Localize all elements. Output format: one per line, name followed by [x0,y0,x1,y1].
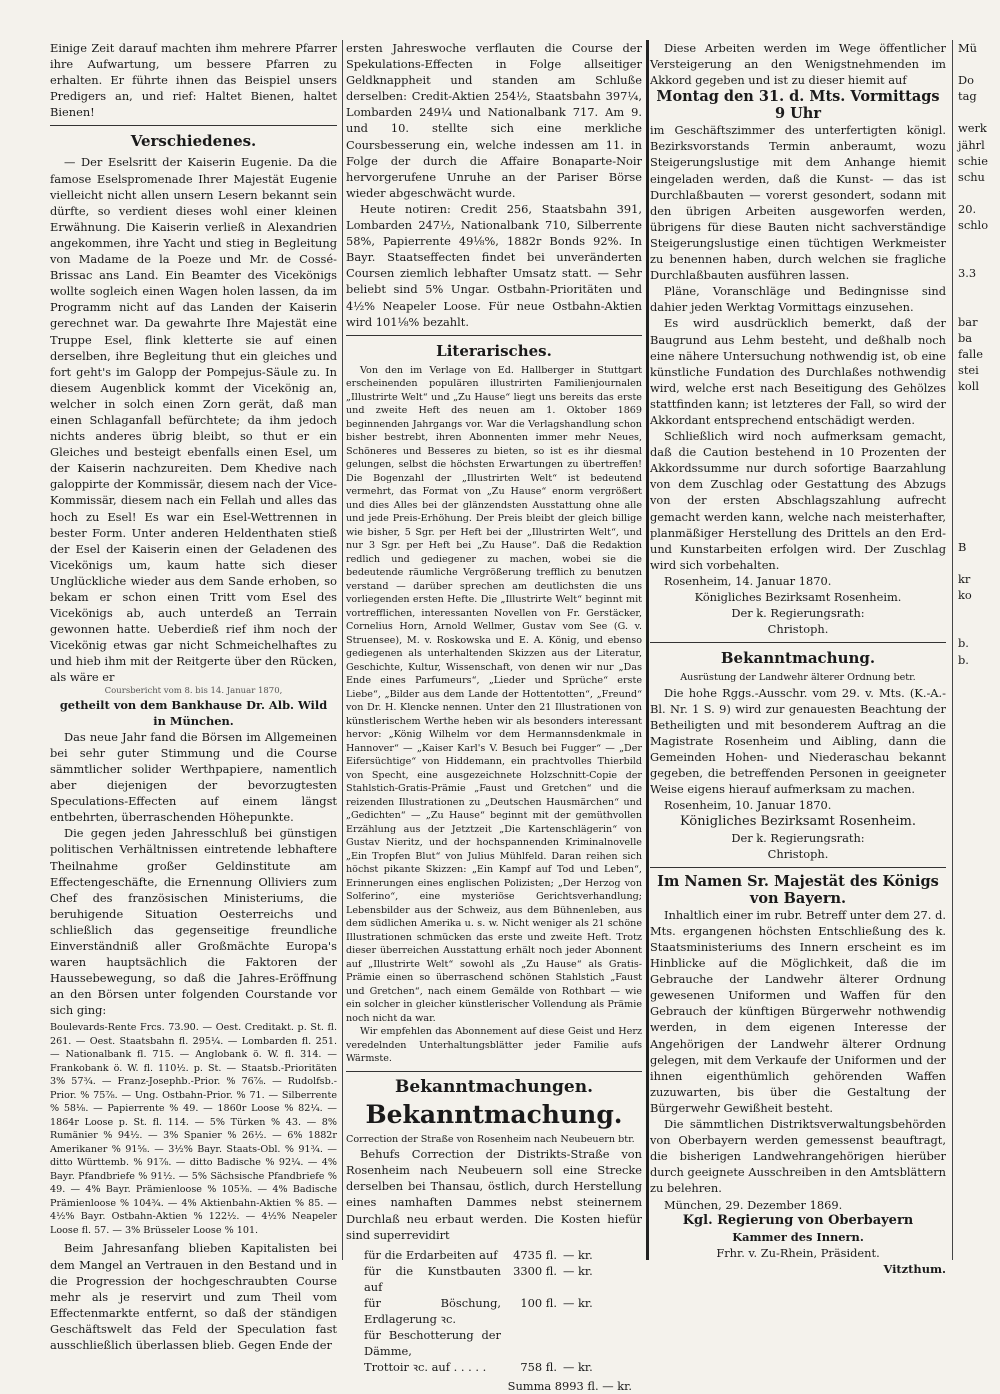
cropped-line [958,185,1000,201]
cropped-line [958,973,1000,989]
cropped-line: ko [958,588,972,603]
cropped-line [958,925,1000,941]
cropped-line [958,957,1000,973]
literary-paragraph: Wir empfehlen das Abonnement auf diese Geist und Herz veredelnden Unterhaltungsblätter jeder Familie aufs Wärmste. [346,1026,642,1065]
divider [50,125,337,126]
notice-paragraph: Behufs Correction der Distrikts-Straße von Rosenheim nach Neubeuern soll eine Strecke derselben bei Thansau, östlich, durch Herstellung eines namhaften Dammes nebst steinernem Durchlaß neu erbaut werden. Die Kosten hiefür sind superrevidirt [346,1147,642,1242]
official-title: Der k. Regierungsrath: [731,830,865,845]
notice-paragraph: Schließlich wird noch aufmerksam gemacht, daß die Caution bestehend in 10 Prozenten der Akkordssumme nur durch sofortige Baarzahlung von dem Zuschlag oder Gestattung des Abzugs von der ersten Abschlagszahlung aufrecht gemacht werden kann, welche nach meisterhafter, planmäßiger Herstellung des Drittels an den Erd- und Kunstarbeiten erfolgen wird. Der Zuschlag wird sich vorbehalten. [650,429,946,572]
bank-line: getheilt von dem Bankhause Dr. Alb. Wild [59,697,328,712]
cropped-line [958,1070,1000,1086]
quote-list: Boulevards-Rente Frcs. 73.90. — Oest. Creditakt. p. St. fl. 261. — Oest. Staatsbahn fl. 295¼. — Lombarden fl. 251. — Nationalbank fl. 715. — Anglobank ö. W. fl. 314. — Frankobank ö. W. fl. 110½. p. St. — Staatsb.-Prioritäten 3% 57¾. — Franz-Josephb.-Prior. % 76⅞. — Rudolfsb.-Prior. % 75⅞. — Ung. Ostbahn-Prior. % 71. — Silberrente % 58⅛. — Papierrente % 49. — 1860r Loose % 82¼. — 1864r Loose p. St. fl. 114. — 5% Türken % 43. — 8% Rumänier % 94½. — 3% Spanier % 26½. — 6% 1882r Amerikaner % 91⅝. — 3½% Bayr. Staats-Obl. % 91¾. — ditto Württemb. % 91⅞. — ditto Badische % 92¼. — 4% Bayr. Pfandbriefe % 91½. — 5% Sächsische Pfandbriefe % 49. — 4% Bayr. Prämienloose % 105⅜. — 4% Badische Prämienloose % 104¾. — 4% Aktienbahn-Aktien % 85. — 4½% Bayr. Ostbahn-Aktien % 122½. — 4½% Neapeler Loose fl. 57. — 3% Brüsseler Loose % 101. [50,1022,337,1236]
cropped-line: werk [958,121,987,136]
article-paragraph: Das neue Jahr fand die Börsen im Allgemeinen bei sehr guter Stimmung und die Course sämmtlicher solider Werthpapiere, namentlich aber diejenigen der bevorzugtesten Speculations-Effecten auf einem längst entbehrten, überraschenden Höhepunkte. [50,729,337,825]
cropped-line [958,475,1000,491]
cropped-line: schu [958,169,985,184]
article-paragraph: Beim Jahresanfang blieben Kapitalisten bei dem Mangel an Vertrauen in den Bestand und in die Progression der hochgeschraubten Course mehr als je reservirt und zum Theil vom Effectenmarkte entfernt, so daß der ständigen Geschäftswelt das Feld der Speculation fast ausschließlich überlassen blieb. Gegen Ende der [50,1241,337,1352]
cropped-line: Mü [958,41,977,55]
cropped-line: tag [958,89,977,104]
cropped-line [958,700,1000,716]
cropped-line [958,813,1000,829]
official-name: Christoph. [767,622,829,637]
auction-date: Montag den 31. d. Mts. Vormittags 9 Uhr [656,88,940,123]
president-signature: Frhr. v. Zu-Rhein, Präsident. [716,1245,880,1260]
cropped-line [958,764,1000,780]
cropped-line [958,104,1000,120]
royal-heading: Im Namen Sr. Majestät des Königs von Bayern. [657,872,939,907]
cropped-line [958,394,1000,410]
notice-paragraph: Inhaltlich einer im rubr. Betreff unter dem 27. d. Mts. ergangenen höchsten Entschließung des k. Staatsministeriums des Innern erscheint es im Hinblicke auf die Möglichkeit, daß die im Gebrauche der Landwehr älterer Ordnung gewesenen Uniformen und Waffen für den Gebrauch der künftigen Bürgerwehr nothwendig werden, in dem eigenen Interesse der Angehörigen der Landwehr älterer Ordnung gelegen, mit dem Verkaufe der Uniformen und der ihnen eigenthümlich gehörenden Waffen zuzuwarten, bis über die Gestaltung der Bürgerwehr Gewißheit besteht. [650,907,946,1115]
cropped-line [958,1022,1000,1038]
cropped-line: B [958,539,967,554]
cropped-line [958,249,1000,265]
article-paragraph: Heute notiren: Credit 256, Staatsbahn 391, Lombarden 247½, Nationalbank 710, Silberrente 58%, Papierrente 49⅛%, 1882r Bonds 92%. In Bayr. Staatseffecten findet bei unveränderten Coursen ziemlich lebhafter Umsatz statt. — Sehr beliebt sind 5% Ungar. Ostbahn-Prioritäten und 4½% Neapeler Loose. Für neue Ostbahn-Aktien wird 101⅛% bezahlt. [346,201,642,329]
cropped-line [958,780,1000,796]
cropped-line: b. [958,652,969,667]
section-heading-literarisches: Literarisches. [436,341,552,360]
notice-paragraph: Es wird ausdrücklich bemerkt, daß der Baugrund aus Lehm besteht, und deßhalb noch eine nähere Untersuchung nothwendig ist, ob eine künstliche Fundation des Durchlaßes nothwendig wird, welche erst nach Beseitigung des Gehölzes stattfinden kann; ist letzteres der Fall, so wird der Akkordant entsprechend entschädigt werden. [650,316,946,427]
cropped-line [958,748,1000,764]
notice-paragraph: Pläne, Voranschläge und Bedingnisse sind dahier jeden Werktag Vormittags einzusehen. [650,284,946,315]
divider [346,335,642,336]
notice-paragraph: im Geschäftszimmer des unterfertigten königl. Bezirksvorstands Termin anberaumt, wozu Steigerungslustige mit dem Anhange hiemit eingeladen werden, daß die Kunst- — das ist Durchlaßbauten — vorerst gesondert, sodann mit den übrigen Arbeiten ausgeworfen werden, übrigens für diese Bauten nicht sachverständige Steigerungslustige einen tüchtigen Werkmeister zu benennen haben, durch welchen sie fragliche Durchlaßbauten ausführen lassen. [650,123,946,283]
divider [346,1071,642,1072]
cropped-line [958,1006,1000,1022]
government-name: Kgl. Regierung von Oberbayern [682,1212,914,1228]
cropped-line [958,1086,1000,1102]
cropped-line [958,56,1000,72]
cropped-line [958,1118,1000,1134]
office-name: Königliches Bezirksamt Rosenheim. [680,813,916,829]
cropped-line [958,491,1000,507]
cropped-line [958,684,1000,700]
column-3 [650,40,946,1276]
notice-paragraph: Die hohe Rggs.-Ausschr. vom 29. v. Mts. (K.-A.-Bl. Nr. 1 S. 9) wird zur genauesten Beachtung der Betheiligten und mit besonderem Auftrag an die Magistrate Rosenheim und Aibling, dann die Gemeinden Hohen- und Niederaschau bekannt gegeben, die betreffenden Personen in geeigneter Weise eigens hierauf aufmerksam zu machen. [650,685,946,797]
cropped-line [958,603,1000,619]
column-rule [342,40,343,1260]
cut-line: Coursbericht vom 8. bis 14. Januar 1870, [104,685,283,696]
cropped-line [958,893,1000,909]
cost-sum: Summa 8993 fl. — kr. [507,1378,632,1393]
official-title: Der k. Regierungsrath: [731,606,865,621]
cropped-line [958,716,1000,732]
notice-title: Bekanntmachung. [365,1099,623,1129]
cropped-line [958,619,1000,635]
cropped-line [958,941,1000,957]
cropped-line [958,555,1000,571]
cropped-line [958,909,1000,925]
column-4-cropped [958,40,1000,1260]
cost-row: für Böschung, Erdlagerung ꝛc. 100 fl. — kr. [364,1296,593,1327]
cropped-line: bar [958,314,978,329]
bank-city: in München. [153,713,234,728]
cropped-line [958,458,1000,474]
column-2 [346,40,642,1393]
cropped-line: stei [958,362,979,377]
cropped-line [958,410,1000,426]
cropped-line [958,1038,1000,1054]
intro-paragraph: Einige Zeit darauf machten ihm mehrere Pfarrer ihre Aufwartung, um bessere Pfarren zu erhalten. Er führte ihnen das Beispiel unsers Predigers an, und rief: Haltet Bienen, haltet Bienen! [50,41,337,120]
cropped-line [958,507,1000,523]
cropped-line [958,426,1000,442]
cropped-line: 20. [958,201,977,216]
cropped-line [958,829,1000,845]
cropped-line [958,523,1000,539]
notice-date: Rosenheim, 14. Januar 1870. [664,573,832,588]
cropped-line [958,732,1000,748]
divider [650,867,946,868]
cropped-line: 3.3 [958,266,977,281]
signature: Vitzthum. [883,1261,946,1276]
government-chamber: Kammer des Innern. [732,1229,864,1244]
cropped-line [958,1134,1000,1150]
cropped-line [958,668,1000,684]
cost-row: Trottoir ꝛc. auf . . . . . 758 fl. — kr. [364,1360,593,1375]
cropped-line [958,1054,1000,1070]
cropped-line [958,233,1000,249]
notice-date: München, 29. Dezember 1869. [664,1197,843,1212]
cropped-line [958,281,1000,297]
section-heading-verschiedenes: Verschiedenes. [130,132,257,151]
column-1 [50,40,337,1352]
column-rule [952,40,953,1260]
cropped-line [958,990,1000,1006]
cropped-line: kr [958,572,971,587]
literary-paragraph: Von den im Verlage von Ed. Hallberger in Stuttgart erscheinenden populären illustrirten Familienjournalen „Illustrirte Welt“ und „Zu Hause“ liegt uns bereits das erste und zweite Heft des neuen am 1. Oktober 1869 beginnenden Jahrgangs vor. War die Verlagshandlung schon bisher bestrebt, ihren Abonnenten immer mehr Neues, Schöneres und Besseres zu bieten, so ist es ihr diesmal gelungen, selbst die höchsten Erwartungen zu übertreffen! Die Bogenzahl der „Illustrirten Welt“ ist bedeutend vermehrt, das Format von „Zu Hause“ enorm vergrößert und dies Alles bei der glänzendsten Ausstattung ohne alle und jede Preis-Erhöhung. Der Preis bleibt der gleich billige wie bisher, 5 Sgr. per Heft bei der „Illustrirten Welt“, und nur 3 Sgr. per Heft bei „Zu Hause“. Daß die Redaktion redlich und gediegener zu machen, wobei sie die bedeutende räumliche Vergrößerung trefflich zu benutzen verstand — darüber sprechen am deutlichsten die uns vorliegenden ersten Hefte. Die „Illustrirte Welt“ beginnt mit vortrefflichen, interessanten Novellen von Fr. Gerstäcker, Cornelius Horn, Arnold Wellmer, Gustav vom See (G. v. Struensee), M. v. Roskowska und E. A. König, und ebenso gediegenen als unterhaltenden Skizzen aus der Literatur, Geschichte, Kultur, Wissenschaft, von denen wir nur „Das Ende eines Parfumeurs“, „Lieder und Sprüche“ erste Liebe“, „Bilder aus dem Lande der Hottentotten“, „Freund“ von Dr. H. Klencke nennen. Unter den 21 Illustrationen von künstlerischem Werthe heben wir als besonders interessant hervor: „König Wilhelm vor dem Hermannsdenkmale in Hannover“ — „Kaiser Karl's V. Besuch bei Fugger“ — „Der Eifersüchtige“ von Hiddemann, ein prachtvolles Thierbild von Specht, eine ausgezeichnete Holzschnitt-Copie der Stahlstich-Gratis-Prämie „Faust und Gretchen“ und die reizenden Illustrationen zu „Deutschen Hausmärchen“ und „Gedichten“ — „Zu Hause“ beginnt mit der gemüthvollen Erzählung aus der Jetztzeit „Die Kartenschlägerin“ von Gustav Nieritz, und der hochspannenden Kriminalnovelle „Ein Tropfen Blut“ von Julius Mühlfeld. Daran reihen sich höchst pikante Skizzen: „Ein Kampf auf Tod und Leben“, Erinnerungen eines englischen Polizisten; „Der Herzog von Solferino“, eine mysteriöse Gerichtsverhandlung; Lebensbilder aus der Schweiz, aus dem Bühnenleben, aus dem südlichen Amerika u. s. w. Nicht weniger als 21 schöne Illustrationen schmücken das erste und zweite Heft. Trotz dieser überreichen Ausstattung erhält noch jeder Abonnent auf „Illustrirte Welt“ sowohl als „Zu Hause“ als Gratis-Prämie einen so überraschend schönen Stahlstich „Faust und Gretchen“, nach einem Gemälde von Rothbart — wie ein solcher in gleicher künstlerischer Vollendung als Prämie noch nicht da war. [346,364,642,1024]
cropped-line [958,845,1000,861]
divider [650,642,946,643]
notice-date: Rosenheim, 10. Januar 1870. [664,798,832,813]
notice-subject: Correction der Straße von Rosenheim nach Neubeuern btr. [346,1133,635,1145]
article-paragraph: — Der Eselsritt der Kaiserin Eugenie. Da die famose Eselspromenade Ihrer Majestät Eugenie vielleicht nicht allen unsern Lesern bekannt sein dürfte, so verdient dieses wohl einer kleinen Erwähnung. Die Kaiserin verließ in Alexandrien angekommen, ihre Yacht und stieg in Begleitung von Madame de la Poeze und Mr. de Cossé-Brissac ans Land. Ein Beamter des Vicekönigs wollte sogleich einen Wagen holen lassen, da im Programm nicht auf das Landen der Kaiserin gerechnet war. Da gewahrte Ihre Majestät eine Truppe Esel, flink kletterte sie auf einen derselben, ihre Begleitung thut ein gleiches und fort geht's im Galopp der Pompejus-Säule zu. In diesem Augenblick kommt der Vicekönig an, welcher in solch einen Zorn gerät, daß man einen Schlaganfall befürchtete; da ihm jedoch nichts anderes übrig bleibt, so thut er ein Gleiches und besteigt ebenfalls einen Esel, um der Kaiserin nachzureiten. Dem Khedive nach galoppirte der Kommissär, diesem nach der Vice-Kommissär, diesem nach ein Fellah und alles das hoch zu Esel! Es war ein Esel-Wettrennen in bester Form. Unter anderen Heldenthaten stieß der Esel der Kaiserin einen der Geladenen des Vicekönigs um, kaum hatte sich dieser Unglückliche wieder aus dem Sande erhoben, so bekam er schon einen Tritt vom Esel des Vicekönigs ab, auch unterdeß an Terrain gewonnen hatte. Ueberdieß rief ihm noch der Vicekönig etwas gar nicht Schmeichelhaftes zu und hieb ihm mit der Reitgerte über den Rücken, als wäre er [50,155,337,685]
notice-title: Bekanntmachung. [720,649,876,668]
cropped-line [958,1102,1000,1118]
column-rule [646,40,649,1260]
article-paragraph: ersten Jahreswoche verflauten die Course der Spekulations-Effecten in Folge allseitiger Geldknappheit und standen am Schluße derselben: Credit-Aktien 254½, Staatsbahn 397¼, Lombarden 249¼ und Nationalbank 717. Am 9. und 10. stellte sich eine merkliche Coursbesserung ein, welche indessen am 11. in Folge der durch die Affaire Bonaparte-Noir hervorgerufene Unruhe an der Pariser Börse wieder abgeschwächt wurde. [346,41,642,200]
cost-row: für Beschotterung der Dämme, [364,1328,501,1359]
cropped-line: jährl [958,137,985,152]
cropped-line: ba [958,330,973,345]
section-heading-bekanntmachungen: Bekanntmachungen. [395,1076,593,1097]
cropped-line: schlo [958,218,989,233]
cropped-line: schie [958,153,988,168]
cost-table [364,1247,619,1376]
cropped-line [958,796,1000,812]
cropped-line: b. [958,636,969,651]
article-paragraph: Die gegen jeden Jahresschluß bei günstigen politischen Verhältnissen eintretende lebhaftere Theilnahme großer Geldinstitute am Effectengeschäfte, die Ernennung Olliviers zum Chef des französischen Ministeriums, die beruhigende Situation Oesterreichs und schließlich das gegenseitige freundliche Einverständniß aller Großmächte Europa's waren hauptsächlich die Faktoren der Haussebewegung, so daß die Jahres-Eröffnung an den Börsen unter folgenden Courstande vor sich ging: [50,826,337,1018]
cropped-line: falle [958,346,984,361]
notice-paragraph: Die sämmtlichen Distriktsverwaltungsbehörden von Oberbayern werden gemessenst beauftragt, die bisherigen Landwehrangehörigen hierüber durch geeignete Ausschreiben in den Amtsblättern zu belehren. [650,1117,946,1196]
cost-row: für die Erdarbeiten auf 4735 fl. — kr. [364,1247,593,1262]
official-name: Christoph. [767,846,829,861]
cropped-line [958,442,1000,458]
cropped-line: koll [958,378,980,393]
office-name: Königliches Bezirksamt Rosenheim. [694,590,902,604]
notice-paragraph: Diese Arbeiten werden im Wege öffentlicher Versteigerung an den Wenigstnehmenden im Akkord gegeben und ist zu dieser hiemit auf [650,41,946,88]
notice-subject: Ausrüstung der Landwehr älterer Ordnung betr. [680,672,916,684]
cropped-line [958,298,1000,314]
cropped-line: Do [958,73,974,88]
cropped-line [958,861,1000,877]
cropped-line [958,877,1000,893]
cost-row: für die Kunstbauten auf 3300 fl. — kr. [364,1263,593,1294]
